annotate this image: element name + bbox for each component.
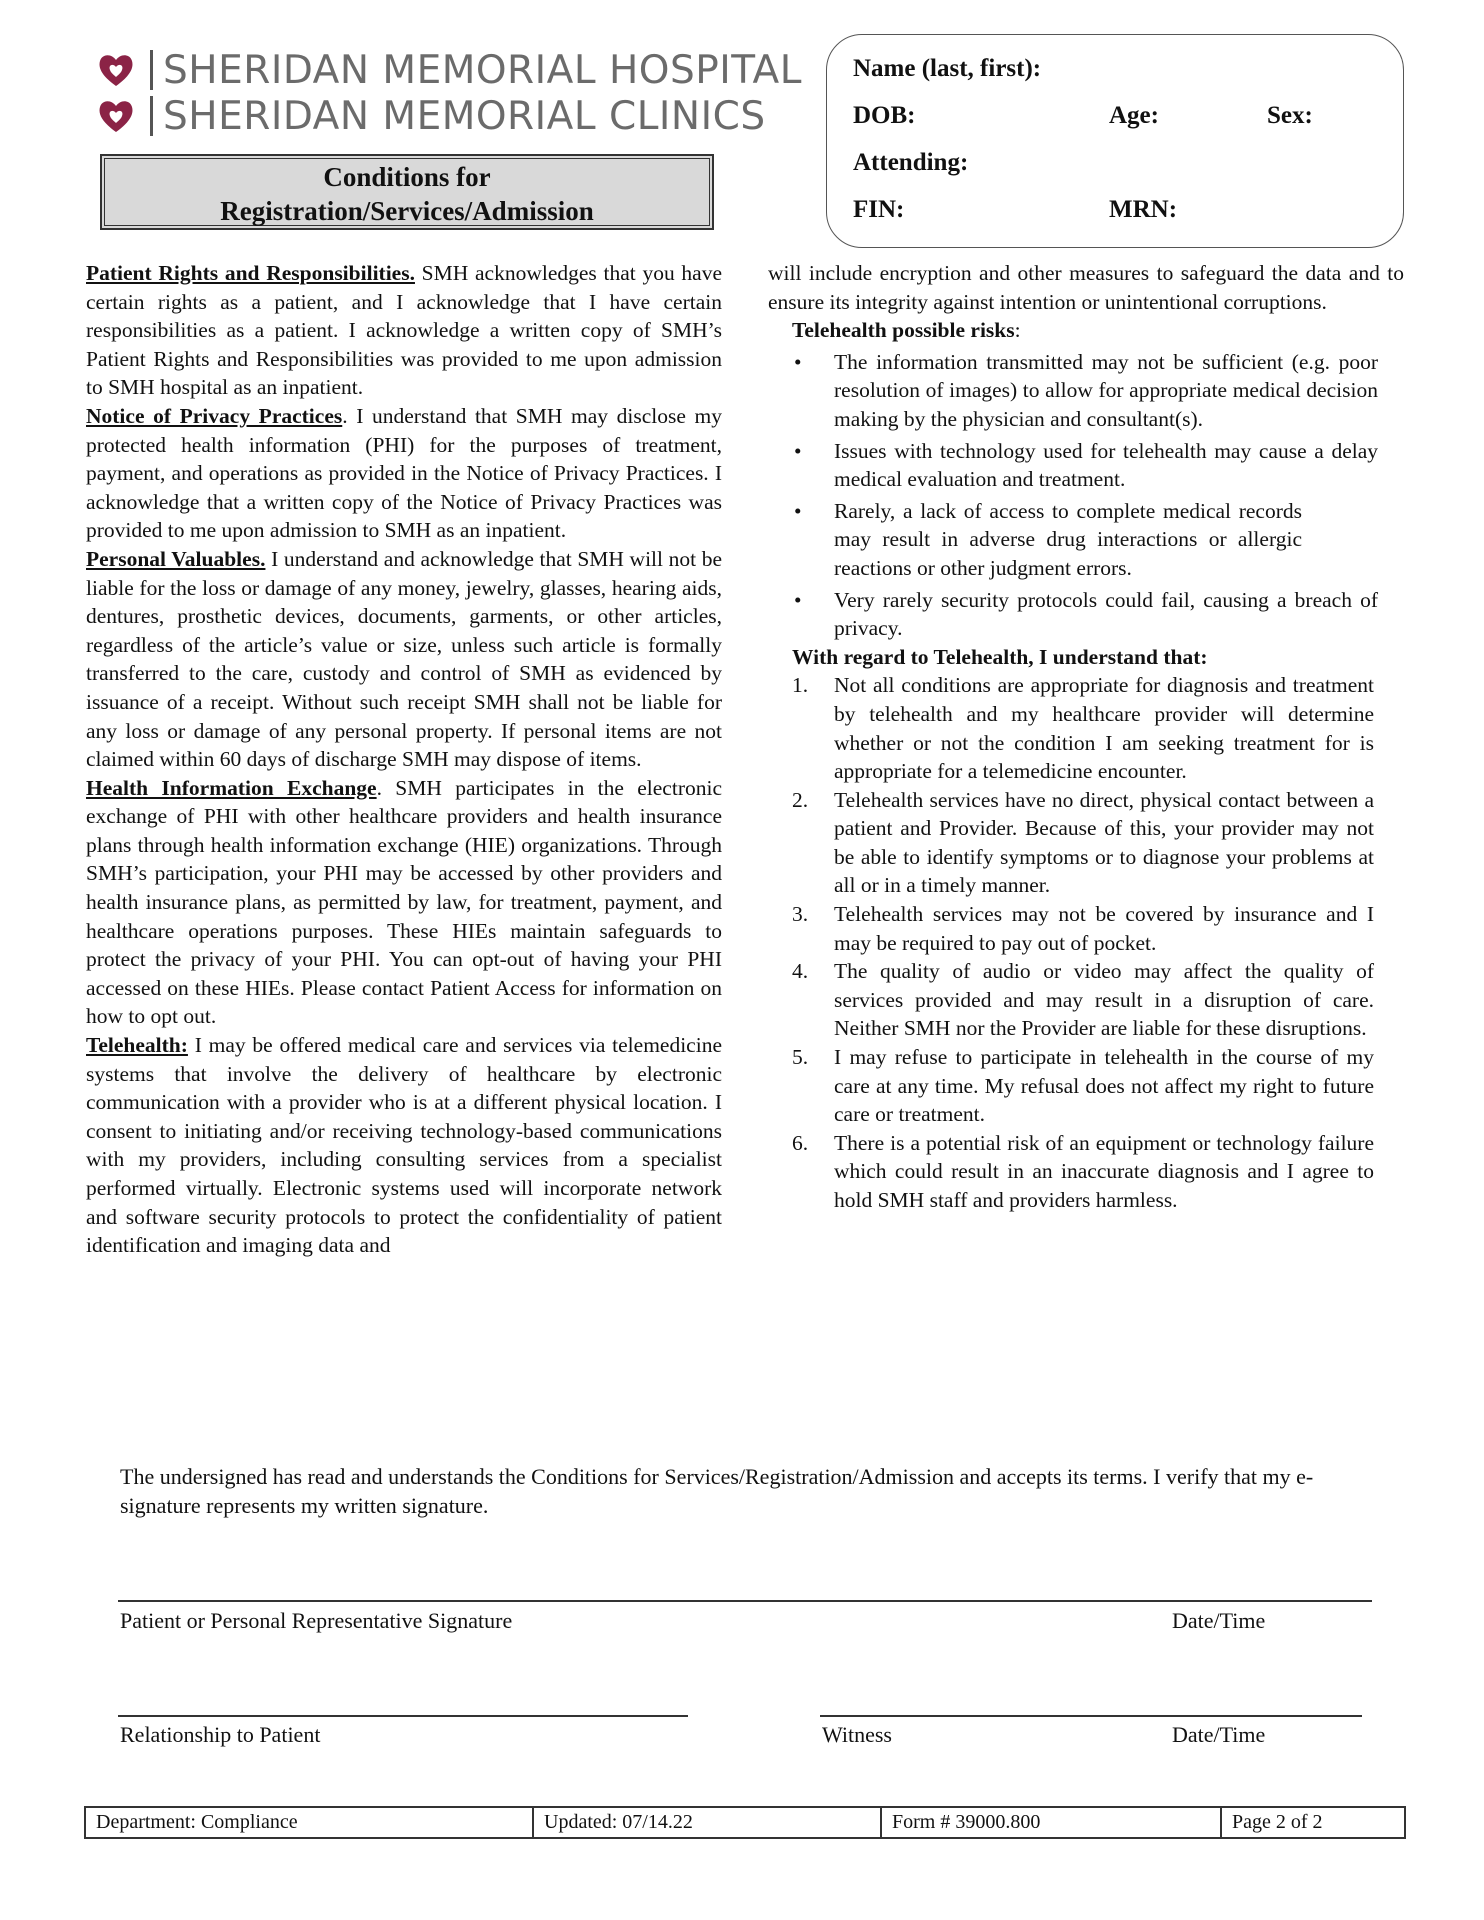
- footer-updated: Updated: 07/14.22: [534, 1808, 882, 1837]
- list-item: [792, 671, 1374, 785]
- telehealth-text: I may be offered medical care and services via telemedicine systems that involve the delivery of healthcare by electronic communication with a provider who is at a different physical location. I consent to initiating and/or receiving technology-based communications with my providers, including consulting services from a specialist performed virtually. Electronic systems used will incorporate network and software security protocols to protect the confidentiality of patient identification and imaging data and: [86, 1033, 722, 1258]
- logo-divider: [150, 50, 153, 90]
- attending-label: Attending:: [853, 149, 969, 176]
- bullet-icon: •: [794, 587, 802, 612]
- list-item: [792, 586, 1378, 643]
- bullet-icon: •: [794, 498, 802, 523]
- item-number: 3.: [792, 902, 809, 927]
- relationship-label: Relationship to Patient: [120, 1722, 321, 1747]
- item-number: 5.: [792, 1045, 809, 1070]
- right-column: [768, 259, 1404, 1215]
- patient-info-box: [826, 34, 1404, 248]
- logo-divider: [150, 96, 153, 136]
- footer-page: Page 2 of 2: [1232, 1811, 1323, 1833]
- risk-text: Very rarely security protocols could fail, causing a breach of privacy.: [834, 587, 1378, 641]
- risks-heading-text: Telehealth possible risks: [792, 318, 1015, 343]
- patient-signature-line[interactable]: [118, 1600, 1372, 1602]
- bullet-icon: •: [794, 349, 802, 374]
- list-item: [792, 1043, 1374, 1129]
- telehealth-section: [86, 1031, 722, 1260]
- name-label: Name (last, first):: [853, 55, 1042, 82]
- logo-text-hospital: SHERIDAN MEMORIAL HOSPITAL: [163, 47, 802, 93]
- bullet-icon: •: [794, 438, 802, 463]
- list-item: [792, 1129, 1374, 1215]
- dob-label: DOB:: [853, 102, 916, 129]
- list-item: [792, 957, 1374, 1043]
- date-time-label: Date/Time: [1172, 1722, 1266, 1747]
- date-time-label: Date/Time: [1172, 1608, 1266, 1633]
- privacy-heading: Notice of Privacy Practices: [86, 403, 343, 428]
- valuables-text: I understand and acknowledge that SMH will not be liable for the loss or damage of any money, jewelry, glasses, hearing aids, dentures, prosthetic devices, documents, garments, or other articles, regardless of the article’s value or size, unless such article is formally transferred to the care, custody and control of SMH as evidenced by issuance of a receipt. Without such receipt SMH shall not be liable for any loss or damage of any personal property. If personal items are not claimed within 60 days of discharge SMH may dispose of items.: [86, 546, 723, 772]
- fin-label: FIN:: [853, 196, 905, 223]
- understand-heading: With regard to Telehealth, I understand that:: [792, 644, 1208, 669]
- heart-logo-icon: [96, 50, 136, 90]
- privacy-section: [86, 402, 722, 545]
- age-label: Age:: [1109, 102, 1159, 129]
- left-column: [86, 259, 722, 1260]
- risks-heading-colon: :: [1014, 318, 1021, 343]
- acknowledgement-text: The undersigned has read and understands the Conditions for Services/Registration/Admission and accepts its terms. I verify that my e-signature represents my written signature.: [120, 1464, 1314, 1518]
- relationship-line[interactable]: [118, 1715, 688, 1717]
- privacy-text: . I understand that SMH may disclose my protected health information (PHI) for the purposes of treatment, payment, and operations as provided in the Notice of Privacy Practices. I acknowledge that a written copy of the Notice of Privacy Practices was provided to me upon admission to SMH as an inpatient.: [86, 403, 723, 543]
- risks-list: [792, 348, 1378, 643]
- logo-text-clinics: SHERIDAN MEMORIAL CLINICS: [163, 93, 766, 139]
- understand-list: [792, 671, 1374, 1214]
- logo-row-clinics: [96, 92, 766, 140]
- list-item: [792, 348, 1378, 434]
- item-text: I may refuse to participate in telehealth in the course of my care at any time. My refusal does not affect my right to future care or treatment.: [834, 1045, 1374, 1127]
- risk-text: Issues with technology used for telehealth may cause a delay medical evaluation and treatment.: [834, 438, 1378, 492]
- list-item: [792, 900, 1374, 957]
- valuables-heading: Personal Valuables.: [86, 546, 266, 571]
- patient-rights-section: [86, 259, 722, 402]
- item-number: 4.: [792, 959, 809, 984]
- list-item: [792, 786, 1374, 900]
- footer-form-number: Form # 39000.800: [882, 1808, 1222, 1837]
- risk-text: The information transmitted may not be sufficient (e.g. poor resolution of images) to allow for appropriate medical decision making by the physician and consultant(s).: [834, 349, 1378, 431]
- heart-logo-icon: [96, 96, 136, 136]
- item-text: Telehealth services may not be covered by insurance and I may be required to pay out of pocket.: [834, 902, 1374, 955]
- document-title-box: [100, 154, 714, 230]
- list-item: [792, 497, 1302, 583]
- patient-rights-heading: Patient Rights and Responsibilities.: [86, 261, 415, 285]
- item-text: The quality of audio or video may affect the quality of services provided and may result in a disruption of care. Neither SMH nor the Provider are liable for these disruptions.: [834, 959, 1374, 1041]
- sex-label: Sex:: [1267, 102, 1313, 129]
- hie-section: [86, 774, 722, 1031]
- item-text: Not all conditions are appropriate for diagnosis and treatment by telehealth and my healthcare provider will determine whether or not the condition I am seeking treatment for is appropriate for a telemedicine encounter.: [834, 673, 1374, 784]
- mrn-label: MRN:: [1109, 196, 1178, 223]
- item-text: There is a potential risk of an equipment or technology failure which could result in an inaccurate diagnosis and I agree to hold SMH staff and providers harmless.: [834, 1130, 1374, 1212]
- document-title-line2: Registration/Services/Admission: [220, 196, 594, 226]
- item-number: 1.: [792, 673, 809, 698]
- patient-signature-label: Patient or Personal Representative Signature: [120, 1608, 513, 1633]
- hie-text: . SMH participates in the electronic exchange of PHI with other healthcare providers and health insurance plans through health information exchange (HIE) organizations. Through SMH’s participation, your PHI may be accessed by other providers and health insurance plans, as permitted by law, for treatment, payment, and healthcare operations purposes. These HIEs maintain safeguards to protect the privacy of your PHI. You can opt-out of having your PHI accessed on these HIEs. Please contact Patient Access for information on how to opt out.: [86, 775, 722, 1029]
- document-title-line1: Conditions for: [323, 162, 491, 192]
- item-number: 6.: [792, 1130, 809, 1155]
- hospital-logo: [96, 44, 802, 144]
- risks-heading: [792, 316, 1404, 345]
- valuables-section: [86, 545, 722, 774]
- logo-row-hospital: [96, 46, 802, 94]
- risk-text: Rarely, a lack of access to complete medical records may result in adverse drug interactions or allergic reactions or other judgment errors.: [834, 498, 1302, 580]
- item-text: Telehealth services have no direct, physical contact between a patient and Provider. Because of this, your provider may not be able to identify symptoms or to diagnose your problems at all or in a timely manner.: [834, 787, 1374, 898]
- list-item: [792, 437, 1378, 494]
- patient-rights-text: SMH acknowledges that you have certain rights as a patient, and I acknowledge that I have certain responsibilities as a patient. I acknowledge a written copy of SMH’s Patient Rights and Responsibilities was provided to me upon admission to SMH hospital as an inpatient.: [86, 261, 723, 400]
- telehealth-heading: Telehealth:: [86, 1033, 188, 1058]
- footer-table: [84, 1806, 1406, 1839]
- witness-line[interactable]: [820, 1715, 1362, 1717]
- item-number: 2.: [792, 787, 809, 812]
- witness-label: Witness: [822, 1722, 892, 1747]
- hie-heading: Health Information Exchange: [86, 775, 377, 800]
- telehealth-continuation: will include encryption and other measures to safeguard the data and to ensure its integrity against intention or unintentional corruptions.: [768, 261, 1404, 314]
- footer-department: Department: Compliance: [86, 1808, 534, 1837]
